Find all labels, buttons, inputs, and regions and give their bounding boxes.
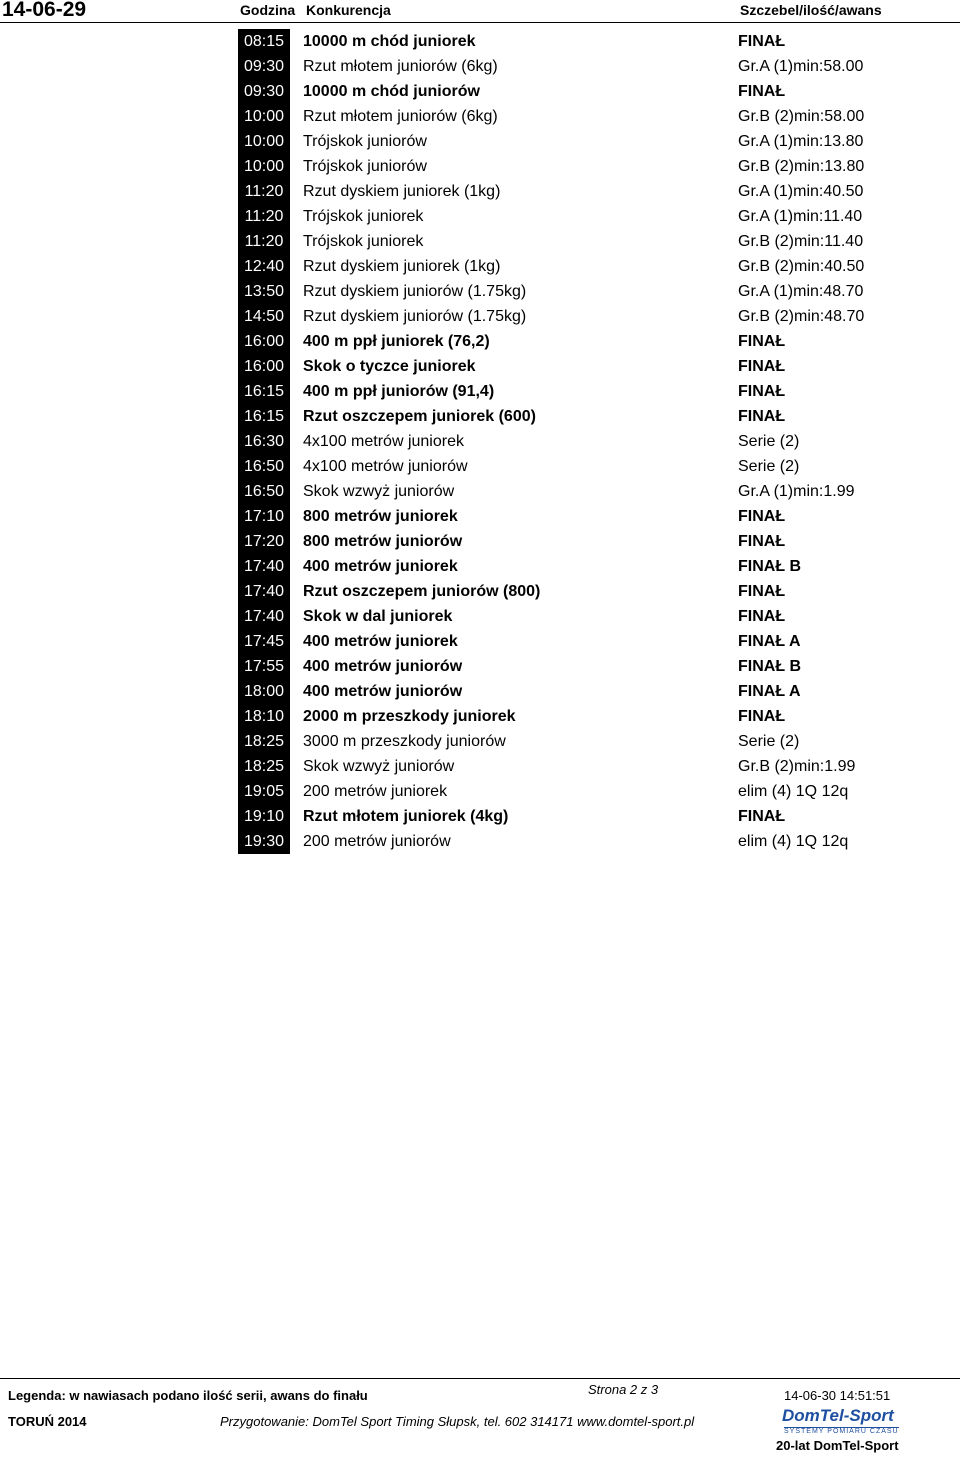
schedule-row [0,29,960,54]
row-stage: FINAŁ [738,608,786,625]
logo-text: DomTel-Sport [782,1406,894,1425]
printed-timestamp: 14-06-30 14:51:51 [784,1388,891,1403]
schedule-row [0,254,960,279]
row-event: Rzut dyskiem juniorów (1.75kg) [303,283,527,300]
row-event: Rzut młotem juniorów (6kg) [303,58,498,75]
column-header-time: Godzina [240,2,296,18]
schedule-row [0,204,960,229]
page-number: Strona 2 z 3 [588,1382,659,1397]
row-event: Rzut dyskiem juniorek (1kg) [303,183,501,200]
row-stage: FINAŁ [738,33,786,50]
row-stage: Serie (2) [738,458,800,475]
row-time: 16:50 [238,479,290,504]
schedule-row [0,604,960,629]
row-stage: FINAŁ [738,383,786,400]
row-event: Trójskok juniorek [303,233,424,250]
row-event: 4x100 metrów juniorek [303,433,464,450]
schedule-row [0,429,960,454]
row-time: 09:30 [238,54,290,79]
row-stage: FINAŁ [738,808,786,825]
schedule-row [0,654,960,679]
row-event: 200 metrów juniorek [303,783,448,800]
row-event: 10000 m chód juniorów [303,83,480,100]
row-event: Trójskok juniorów [303,133,427,150]
row-stage: FINAŁ [738,583,786,600]
schedule-row [0,454,960,479]
row-time: 17:40 [238,604,290,629]
row-stage: elim (4) 1Q 12q [738,833,849,850]
schedule-row [0,354,960,379]
row-time: 19:05 [238,779,290,804]
schedule-row [0,504,960,529]
row-event: Rzut młotem juniorek (4kg) [303,808,509,825]
row-event: Rzut dyskiem juniorek (1kg) [303,258,501,275]
row-event: 200 metrów juniorów [303,833,451,850]
header-divider [0,22,960,23]
column-header-event: Konkurencja [306,2,391,18]
row-stage: Gr.B (2)min:58.00 [738,108,865,125]
schedule-row [0,579,960,604]
row-time: 09:30 [238,79,290,104]
schedule-row [0,479,960,504]
row-stage: FINAŁ [738,508,786,525]
row-time: 10:00 [238,129,290,154]
schedule-row [0,529,960,554]
schedule-row [0,829,960,854]
row-time: 16:15 [238,404,290,429]
row-time: 17:20 [238,529,290,554]
schedule-row [0,404,960,429]
row-event: Skok o tyczce juniorek [303,358,476,375]
schedule-row [0,129,960,154]
page-header [0,0,960,24]
prepared-by: Przygotowanie: DomTel Sport Timing Słupsk, tel. 602 314171 www.domtel-sport.pl [220,1414,695,1429]
row-stage: FINAŁ B [738,558,802,575]
row-event: 2000 m przeszkody juniorek [303,708,516,725]
row-event: 400 metrów juniorek [303,558,458,575]
schedule-row [0,629,960,654]
row-time: 16:50 [238,454,290,479]
row-event: Rzut oszczepem juniorów (800) [303,583,541,600]
row-event: Trójskok juniorów [303,158,427,175]
row-stage: FINAŁ A [738,683,801,700]
row-time: 17:40 [238,579,290,604]
row-time: 17:40 [238,554,290,579]
row-time: 19:30 [238,829,290,854]
row-event: 4x100 metrów juniorów [303,458,468,475]
row-stage: Gr.A (1)min:48.70 [738,283,864,300]
row-event: 400 metrów juniorów [303,658,463,675]
row-stage: FINAŁ [738,408,786,425]
row-stage: elim (4) 1Q 12q [738,783,849,800]
row-event: 800 metrów juniorek [303,508,458,525]
schedule-row [0,79,960,104]
row-stage: Gr.A (1)min:40.50 [738,183,864,200]
row-time: 16:00 [238,354,290,379]
row-stage: FINAŁ [738,708,786,725]
row-event: Rzut oszczepem juniorek (600) [303,408,536,425]
row-time: 18:25 [238,729,290,754]
row-event: 400 m ppł juniorek (76,2) [303,333,490,350]
column-header-stage: Szczebel/ilość/awans [740,2,882,18]
row-stage: Serie (2) [738,433,800,450]
schedule-row [0,304,960,329]
row-time: 11:20 [238,204,290,229]
schedule-row [0,54,960,79]
logo-subtitle: SYSTEMY POMIARU CZASU [784,1428,899,1435]
row-stage: Gr.B (2)min:11.40 [738,233,864,250]
row-stage: FINAŁ B [738,658,802,675]
schedule-row [0,329,960,354]
row-time: 17:55 [238,654,290,679]
row-time: 17:45 [238,629,290,654]
row-time: 11:20 [238,229,290,254]
row-event: Skok w dal juniorek [303,608,453,625]
schedule-row [0,779,960,804]
row-stage: FINAŁ [738,333,786,350]
footer-legend: Legenda: w nawiasach podano ilość serii, awans do finału [8,1388,368,1403]
row-time: 12:40 [238,254,290,279]
row-stage: FINAŁ [738,358,786,375]
footer-divider [0,1378,960,1379]
row-time: 14:50 [238,304,290,329]
row-stage: Gr.A (1)min:11.40 [738,208,863,225]
row-time: 11:20 [238,179,290,204]
schedule-row [0,754,960,779]
row-stage: Gr.B (2)min:48.70 [738,308,865,325]
schedule-row [0,804,960,829]
row-event: 400 metrów juniorów [303,683,463,700]
row-stage: Gr.A (1)min:1.99 [738,483,855,500]
anniversary-text: 20-lat DomTel-Sport [776,1438,899,1453]
schedule-row [0,554,960,579]
row-event: Skok wzwyż juniorów [303,758,455,775]
row-event: 400 metrów juniorek [303,633,458,650]
row-event: Trójskok juniorek [303,208,424,225]
row-stage: FINAŁ [738,533,786,550]
row-stage: Gr.B (2)min:13.80 [738,158,865,175]
row-stage: FINAŁ [738,83,786,100]
schedule-row [0,154,960,179]
row-event: 800 metrów juniorów [303,533,463,550]
schedule-row [0,229,960,254]
row-stage: Gr.B (2)min:1.99 [738,758,856,775]
schedule-row [0,279,960,304]
schedule-row [0,379,960,404]
row-event: Rzut dyskiem juniorów (1.75kg) [303,308,527,325]
row-time: 18:00 [238,679,290,704]
schedule-list [0,29,960,854]
row-time: 10:00 [238,154,290,179]
schedule-row [0,704,960,729]
row-time: 16:15 [238,379,290,404]
schedule-row [0,179,960,204]
row-time: 10:00 [238,104,290,129]
schedule-row [0,679,960,704]
row-stage: FINAŁ A [738,633,801,650]
row-time: 08:15 [238,29,290,54]
row-stage: Gr.A (1)min:58.00 [738,58,864,75]
row-time: 19:10 [238,804,290,829]
row-time: 13:50 [238,279,290,304]
row-time: 17:10 [238,504,290,529]
row-stage: Gr.B (2)min:40.50 [738,258,865,275]
header-date: 14-06-29 [2,0,87,21]
row-event: 10000 m chód juniorek [303,33,476,50]
schedule-row [0,729,960,754]
domtel-logo [770,1406,910,1436]
event-city: TORUŃ 2014 [8,1414,87,1429]
row-event: 400 m ppł juniorów (91,4) [303,383,495,400]
row-event: Skok wzwyż juniorów [303,483,455,500]
schedule-row [0,104,960,129]
row-event: Rzut młotem juniorów (6kg) [303,108,498,125]
row-time: 18:10 [238,704,290,729]
row-time: 16:30 [238,429,290,454]
row-stage: Serie (2) [738,733,800,750]
row-event: 3000 m przeszkody juniorów [303,733,506,750]
row-time: 18:25 [238,754,290,779]
row-stage: Gr.A (1)min:13.80 [738,133,864,150]
row-time: 16:00 [238,329,290,354]
